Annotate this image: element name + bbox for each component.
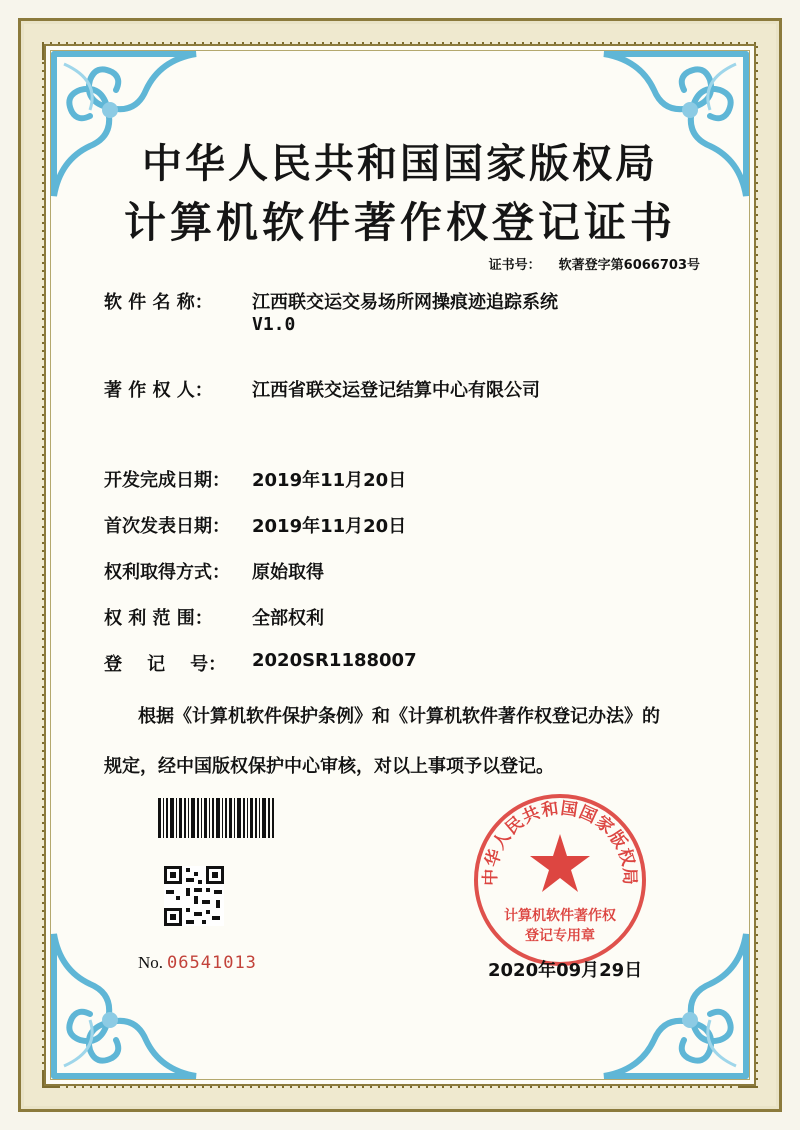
- field-acquisition-method: [104, 558, 324, 584]
- field-value: 2020SR1188007: [252, 650, 417, 671]
- field-label: 软 件 名 称：: [104, 292, 213, 313]
- field-value-version: V1.0: [252, 314, 296, 335]
- field-label: 著 作 权 人：: [104, 380, 213, 401]
- statement-line: 规定，经中国版权保护中心审核，对以上事项予以登记。: [104, 756, 554, 777]
- field-label: 首次发表日期：: [104, 516, 230, 537]
- field-value: 2019年11月20日: [252, 516, 407, 537]
- issuer-title: 中华人民共和国国家版权局: [142, 141, 658, 187]
- registration-statement: [104, 692, 704, 792]
- certificate-number-value: 软著登字第6066703号: [558, 258, 700, 273]
- serial-value: 06541013: [167, 953, 257, 973]
- serial-number: [138, 953, 257, 973]
- statement-line: 根据《计算机软件保护条例》和《计算机软件著作权登记办法》的: [138, 706, 660, 727]
- field-label: 权利取得方式：: [104, 562, 230, 583]
- certificate-number-label: 证书号：: [488, 258, 541, 273]
- field-label: 开发完成日期：: [104, 470, 230, 491]
- seal-ring-text: 中华人民共和国国家版权局: [480, 798, 640, 887]
- field-first-publication-date: [104, 512, 406, 538]
- field-label: 登 记 号：: [104, 654, 227, 675]
- certificate-title: 计算机软件著作权登记证书: [123, 198, 676, 247]
- issue-date: 2020年09月29日: [488, 960, 643, 981]
- field-value: 原始取得: [252, 562, 324, 583]
- field-software-name: [104, 288, 558, 335]
- qr-code-icon: [164, 866, 224, 926]
- field-completion-date: [104, 466, 406, 492]
- barcode-icon: [158, 798, 274, 838]
- field-value: 2019年11月20日: [252, 470, 407, 491]
- seal-inner-line2: 登记专用章: [525, 928, 595, 944]
- seal-inner-line1: 计算机软件著作权: [504, 908, 616, 924]
- serial-prefix: No.: [138, 953, 164, 972]
- field-value: 江西省联交运登记结算中心有限公司: [252, 380, 540, 401]
- field-label: 权 利 范 围：: [104, 608, 213, 629]
- field-value: 全部权利: [252, 608, 324, 629]
- official-seal-icon: [470, 790, 650, 970]
- certificate-number: [489, 254, 700, 273]
- field-registration-number: [104, 650, 417, 676]
- field-rights-scope: [104, 604, 324, 630]
- field-value: 江西联交运交易场所网操痕迹追踪系统: [252, 292, 558, 313]
- field-copyright-owner: [104, 376, 540, 402]
